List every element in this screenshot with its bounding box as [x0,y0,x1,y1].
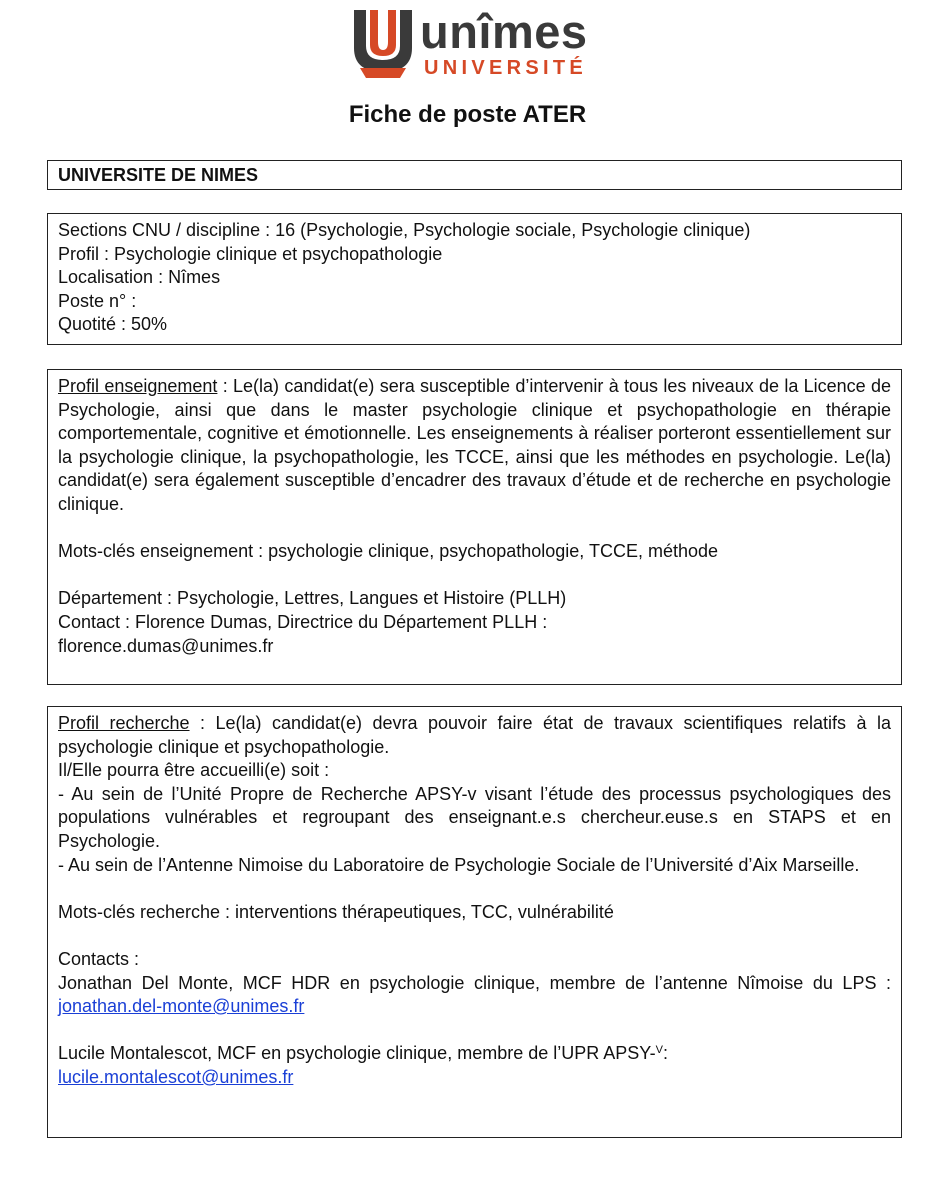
university-box [47,160,902,190]
page-title: Fiche de poste ATER [348,101,587,128]
poste-line: Poste n° : [58,290,137,311]
teaching-text: : Le(la) candidat(e) sera susceptible d’intervenir à tous les niveaux de la Licence de Psychologie, ainsi que dans le master psychologie clinique et psychopathologie en thérapie comportementale, cognitive et émotionnelle. Les enseignements à réaliser porteront essentiellement sur la psychologie clinique, la psychopathologie, les TCCE, ainsi que les méthodes en psychologie. Le(la) candidat(e) sera également susceptible d’encadrer des travaux d’étude et de recherche en psychologie clinique. [58,376,892,514]
logo-wordmark: unîmes [420,5,588,58]
research-text: : Le(la) candidat(e) devra pouvoir faire état de travaux scientifiques relatifs à la psychologie clinique et psychopathologie. [58,713,891,757]
research-option-apsy: - Au sein de l’Unité Propre de Recherche APSY-v visant l’étude des processus psychologiques des populations vulnérables et regroupant des enseignant.e.s chercheur.euse.s en STAPS et en Psychologie. [58,783,891,851]
teaching-paragraph [58,375,891,517]
unimes-u-logo-icon [352,8,414,78]
research-paragraph [58,712,891,759]
contacts-title: Contacts : [58,948,140,969]
research-intro: Il/Elle pourra être accueilli(e) soit : [58,760,330,781]
logo-subtitle: UNIVERSITÉ [424,57,588,79]
profil-line: Profil : Psychologie clinique et psychopathologie [58,243,443,264]
contact-montalescot [58,1042,891,1066]
contact-montalescot-colon: : [662,1043,668,1064]
teaching-label: Profil enseignement [58,376,218,396]
contact-montalescot-email-link[interactable]: lucile.montalescot@unimes.fr [58,1066,294,1087]
quotite-line: Quotité : 50% [58,314,168,335]
sections-line: Sections CNU / discipline : 16 (Psychologie, Psychologie sociale, Psychologie clinique) [58,220,751,240]
university-name: UNIVERSITE DE NIMES [58,165,259,185]
university-logo [352,5,612,80]
apsy-superscript: V [655,1044,663,1057]
research-profile-box [47,706,902,1138]
research-label: Profil recherche [58,713,190,733]
teaching-keywords: Mots-clés enseignement : psychologie clinique, psychopathologie, TCCE, méthode [58,541,719,562]
research-keywords: Mots-clés recherche : interventions thérapeutiques, TCC, vulnérabilité [58,901,614,922]
localisation-line: Localisation : Nîmes [58,267,221,288]
research-option-lps: - Au sein de l’Antenne Nimoise du Laboratoire de Psychologie Sociale de l’Université d’Aix Marseille. [58,854,860,875]
contact-del-monte-email-link[interactable]: jonathan.del-monte@unimes.fr [58,996,305,1017]
teaching-contact: Contact : Florence Dumas, Directrice du Département PLLH : [58,611,548,632]
position-info-box [47,213,902,345]
contact-del-monte [58,972,891,1019]
teaching-profile-box [47,369,902,685]
teaching-department: Département : Psychologie, Lettres, Langues et Histoire (PLLH) [58,588,567,609]
teaching-contact-email: florence.dumas@unimes.fr [58,635,274,656]
contact-del-monte-text: Jonathan Del Monte, MCF HDR en psychologie clinique, membre de l’antenne Nîmoise du LPS : [58,972,891,993]
contact-montalescot-text: Lucile Montalescot, MCF en psychologie clinique, membre de l’UPR APSY- [58,1043,656,1064]
